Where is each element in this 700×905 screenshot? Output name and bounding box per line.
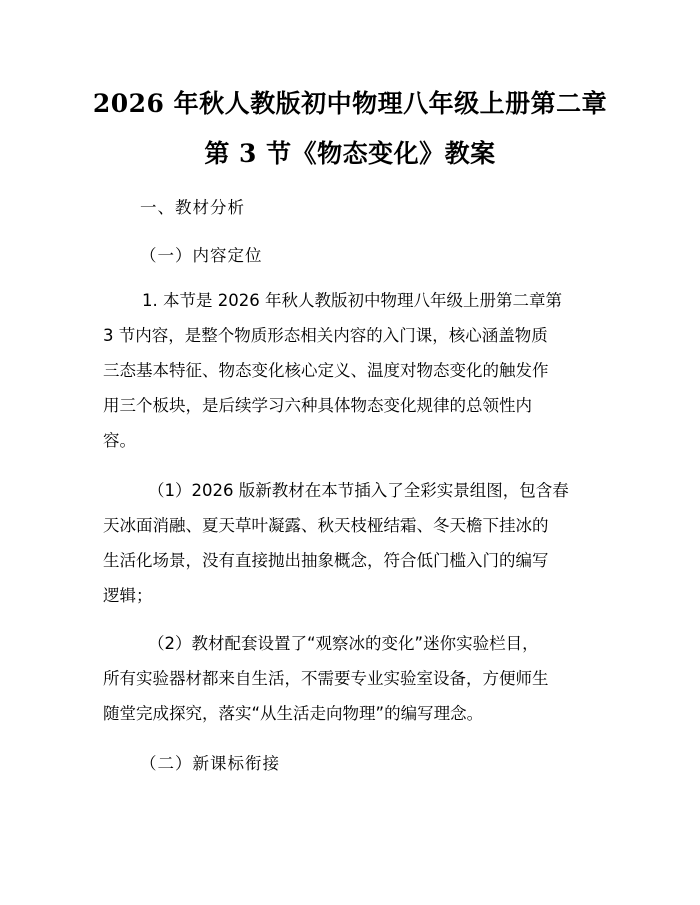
paragraph-line: （2）教材配套设置了“观察冰的变化”迷你实验栏目， — [148, 634, 539, 653]
paragraph-line: 随堂完成探究，落实“从生活走向物理”的编写理念。 — [103, 704, 484, 723]
paragraph-line: 三态基本特征、物态变化核心定义、温度对物态变化的触发作 — [103, 361, 549, 380]
paragraph-line: 所有实验器材都来自生活，不需要专业实验室设备，方便师生 — [103, 669, 549, 688]
paragraph-content-positioning — [103, 283, 603, 458]
section-heading-teaching-material-analysis: 一、教材分析 — [140, 198, 245, 217]
subsection-heading-content-positioning: （一）内容定位 — [140, 246, 263, 265]
paragraph-line: 容。 — [103, 431, 136, 450]
paragraph-line: 逻辑； — [103, 586, 153, 605]
paragraph-line: （1）2026 版新教材在本节插入了全彩实景组图，包含春 — [148, 481, 569, 500]
paragraph-line: 天冰面消融、夏天草叶凝露、秋天枝桠结霜、冬天檐下挂冰的 — [103, 516, 549, 535]
document-title-line-1: 2026 年秋人教版初中物理八年级上册第二章 — [92, 89, 608, 118]
paragraph-line: 生活化场景，没有直接抛出抽象概念，符合低门槛入门的编写 — [103, 551, 549, 570]
paragraph-line: 用三个板块，是后续学习六种具体物态变化规律的总领性内 — [103, 396, 532, 415]
paragraph-textbook-images — [103, 473, 603, 613]
paragraph-line: 1. 本节是 2026 年秋人教版初中物理八年级上册第二章第 — [142, 291, 562, 310]
paragraph-mini-experiment — [103, 626, 603, 731]
document-title-line-2: 第 3 节《物态变化》教案 — [204, 139, 496, 168]
paragraph-line: 3 节内容，是整个物质形态相关内容的入门课，核心涵盖物质 — [103, 326, 548, 345]
subsection-heading-curriculum-connection: （二）新课标衔接 — [140, 754, 280, 773]
